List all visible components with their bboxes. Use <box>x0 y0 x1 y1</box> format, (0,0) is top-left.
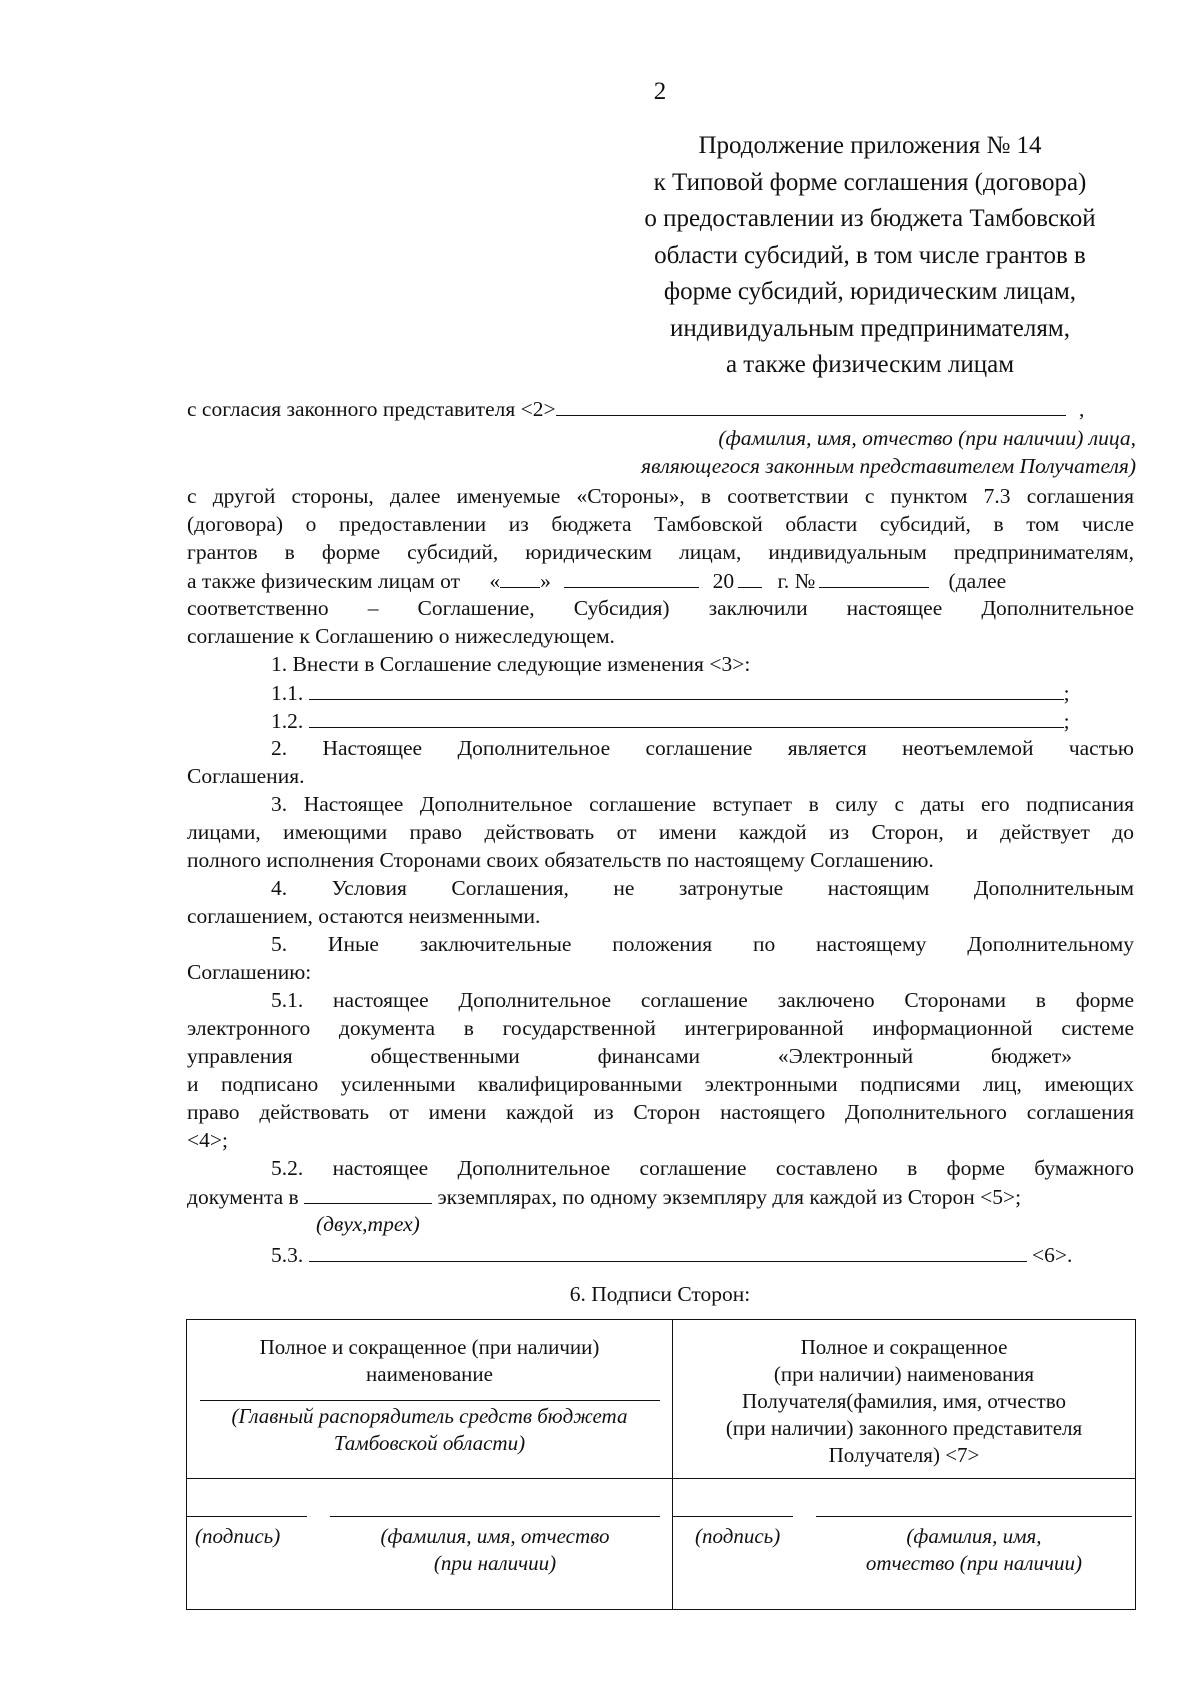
item-2-line-2: Соглашения. <box>187 764 305 788</box>
left-sub-line: (Главный распорядитель средств бюджета <box>231 1404 628 1428</box>
item-4-line-2: соглашением, остаются неизменными. <box>187 904 541 928</box>
signatures-table <box>186 1319 1136 1610</box>
semicolon: ; <box>1063 709 1070 733</box>
intro-line-5: соответственно – Соглашение, Субсидия) заключили настоящее Дополнительное <box>187 596 1134 620</box>
item-1-2-number: 1.2. <box>271 709 304 733</box>
right-party-header-cell <box>673 1320 1136 1479</box>
item-5-1-line-1: 5.1. настоящее Дополнительное соглашение заключено Сторонами в форме <box>271 988 1134 1012</box>
item-3-line-2: лицами, имеющими право действовать от имени каждой из Сторон, и действует до <box>187 820 1134 844</box>
header-line: Продолжение приложения № 14 <box>698 132 1042 159</box>
intro-line-3: грантов в форме субсидий, юридическим лицам, индивидуальным предпринимателям, <box>187 540 1134 564</box>
number-label: г. № <box>777 569 816 593</box>
item-5-line-2: Соглашению: <box>187 960 312 984</box>
right-party-heading <box>673 1320 1135 1469</box>
change-2-field[interactable] <box>309 707 1064 728</box>
left-sub-line: Тамбовской области) <box>333 1431 526 1455</box>
item-2-line-1: 2. Настоящее Дополнительное соглашение является неотъемлемой частью <box>271 736 1134 760</box>
header-line: о предоставлении из бюджета Тамбовской <box>644 205 1096 232</box>
intro-line-4 <box>187 567 1006 595</box>
item-5-1-line-5: право действовать от имени каждой из Сторон настоящего Дополнительного соглашения <box>187 1100 1134 1124</box>
item-5-2-line-1: 5.2. настоящее Дополнительное соглашение составлено в форме бумажного <box>271 1156 1134 1180</box>
item-4-line-1: 4. Условия Соглашения, не затронутые настоящим Дополнительным <box>271 876 1134 900</box>
left-signature-line[interactable] <box>187 1516 307 1517</box>
right-signature-line[interactable] <box>673 1516 793 1517</box>
date-close-quote: » <box>540 569 551 593</box>
header-line: форме субсидий, юридическим лицам, <box>663 278 1077 305</box>
consent-comma: , <box>1079 397 1085 421</box>
item-3-line-3: полного исполнения Сторонами своих обязательств по настоящему Соглашению. <box>187 848 934 872</box>
left-party-subtitle <box>187 1403 672 1457</box>
right-head-line: Полное и сокращенное <box>800 1335 1008 1359</box>
left-name-line-2: (при наличии) <box>433 1551 557 1575</box>
appendix-header <box>580 128 1160 384</box>
right-name-line-1: (фамилия, имя, <box>906 1524 1042 1548</box>
right-head-line: Получателя(фамилия, имя, отчество <box>742 1389 1066 1413</box>
item-5-1-line-2: электронного документа в государственной интегрированной информационной системе <box>187 1016 1134 1040</box>
date-month-field[interactable] <box>564 567 699 588</box>
left-name-line-1: (фамилия, имя, отчество <box>380 1524 610 1548</box>
left-signature-label: (подпись) <box>195 1524 281 1548</box>
right-head-line: (при наличии) законного представителя <box>725 1416 1083 1440</box>
right-name-label <box>816 1523 1132 1577</box>
page-number: 2 <box>653 78 667 105</box>
copies-hint: (двух,трех) <box>316 1212 420 1236</box>
right-head-line: (при наличии) наименования <box>773 1362 1035 1386</box>
item-5-2-line-2 <box>187 1183 1021 1211</box>
right-signature-label: (подпись) <box>695 1524 781 1548</box>
date-day-field[interactable] <box>500 567 540 588</box>
header-line: а также физическим лицам <box>725 351 1015 378</box>
item-5-line-1: 5. Иные заключительные положения по настоящему Дополнительному <box>271 932 1134 956</box>
left-party-heading <box>187 1320 672 1388</box>
item-5-2-text-a: документа в <box>187 1185 299 1209</box>
item-1: 1. Внести в Соглашение следующие изменения <3>: <box>271 652 751 676</box>
left-head-line: наименование <box>366 1362 493 1386</box>
item-5-3 <box>271 1241 1072 1269</box>
header-line: области субсидий, в том числе грантов в <box>654 241 1086 269</box>
left-party-header-cell <box>187 1320 673 1479</box>
intro-line-2: (договора) о предоставлении из бюджета Тамбовской области субсидий, в том числе <box>187 512 1134 536</box>
left-signature-cell <box>187 1479 673 1610</box>
consent-hint-1: (фамилия, имя, отчество (при наличии) лица, <box>718 426 1136 450</box>
agreement-number-field[interactable] <box>819 567 929 588</box>
right-head-line: Получателя) <7> <box>828 1443 980 1467</box>
intro-l4-text: а также физическим лицам от <box>187 569 460 593</box>
header-line: к Типовой форме соглашения (договора) <box>653 168 1087 196</box>
right-name-line-2: отчество (при наличии) <box>865 1551 1083 1575</box>
item-1-1 <box>271 679 1070 707</box>
item-1-2 <box>271 707 1070 735</box>
right-signature-cell <box>673 1479 1136 1610</box>
consent-hint-2: являющегося законным представителем Получателя) <box>641 454 1136 478</box>
semicolon: ; <box>1063 681 1070 705</box>
left-name-line[interactable] <box>330 1516 660 1517</box>
date-year-field[interactable] <box>738 567 762 588</box>
copies-count-field[interactable] <box>304 1183 432 1204</box>
item-5-2-text-b: экземплярах, по одному экземпляру для каждой из Сторон <5>; <box>437 1185 1022 1209</box>
intro-line-1: с другой стороны, далее именуемые «Стороны», в соответствии с пунктом 7.3 соглашения <box>187 484 1134 508</box>
date-year-prefix: 20 <box>712 569 735 593</box>
date-open-quote: « <box>489 569 501 593</box>
header-line: индивидуальным предпринимателям, <box>670 314 1070 342</box>
item-5-1-line-6: <4>; <box>187 1128 228 1152</box>
left-party-name-field[interactable] <box>200 1400 660 1401</box>
right-name-line[interactable] <box>816 1516 1132 1517</box>
item-5-1-line-3: управления общественными финансами «Электронный бюджет» <box>187 1044 1072 1068</box>
intro-l4-end: (далее <box>948 569 1007 593</box>
item-3-line-1: 3. Настоящее Дополнительное соглашение вступает в силу с даты его подписания <box>271 792 1134 816</box>
representative-name-field[interactable] <box>556 395 1066 416</box>
other-provisions-field[interactable] <box>309 1241 1027 1262</box>
left-head-line: Полное и сокращенное (при наличии) <box>259 1335 600 1359</box>
left-name-label <box>330 1523 660 1577</box>
item-5-3-number: 5.3. <box>271 1243 304 1267</box>
consent-line <box>187 395 1084 423</box>
item-1-1-number: 1.1. <box>271 681 304 705</box>
item-5-1-line-4: и подписано усиленными квалифицированными электронными подписями лиц, имеющих <box>187 1072 1134 1096</box>
change-1-field[interactable] <box>309 679 1064 700</box>
intro-line-6: соглашение к Соглашению о нижеследующем. <box>187 624 615 648</box>
signatures-title: 6. Подписи Сторон: <box>569 1282 751 1306</box>
consent-label: с согласия законного представителя <2> <box>187 397 556 421</box>
item-5-3-end: <6>. <box>1032 1243 1073 1267</box>
